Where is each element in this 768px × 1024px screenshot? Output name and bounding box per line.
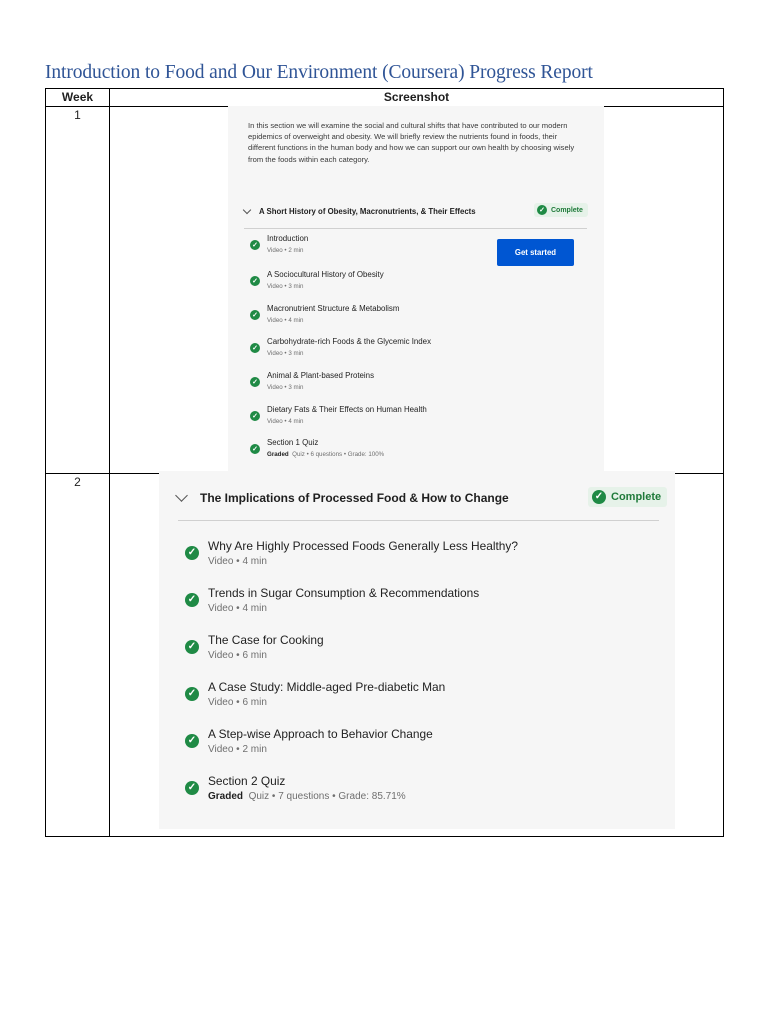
item-title: Dietary Fats & Their Effects on Human Health — [267, 405, 427, 414]
item-meta: Video • 4 min — [267, 317, 304, 324]
complete-badge — [588, 487, 667, 507]
screenshot-header: Screenshot — [110, 89, 724, 107]
module-title: A Short History of Obesity, Macronutrients, & Their Effects — [259, 207, 476, 216]
item-meta: Video • 3 min — [267, 350, 304, 357]
week1-screenshot — [228, 106, 604, 490]
check-circle-icon: ✓ — [250, 240, 260, 250]
check-circle-icon: ✓ — [250, 310, 260, 320]
week-number: 1 — [46, 107, 110, 474]
item-meta: Video • 2 min — [208, 744, 267, 755]
item-title: Section 1 Quiz — [267, 438, 319, 447]
table-row — [46, 474, 724, 837]
item-title: Trends in Sugar Consumption & Recommendations — [208, 586, 480, 600]
screenshot-cell — [110, 474, 724, 837]
check-circle-icon: ✓ — [185, 593, 199, 607]
check-circle-icon: ✓ — [185, 687, 199, 701]
check-circle-icon: ✓ — [185, 546, 199, 560]
check-circle-icon: ✓ — [250, 444, 260, 454]
week-header: Week — [46, 89, 110, 107]
check-circle-icon: ✓ — [592, 490, 606, 504]
check-circle-icon: ✓ — [185, 734, 199, 748]
item-meta — [267, 451, 384, 458]
item-title: Why Are Highly Processed Foods Generally Less Healthy? — [208, 539, 518, 553]
item-meta: Video • 4 min — [208, 603, 267, 614]
chevron-down-icon[interactable] — [243, 206, 251, 214]
item-meta — [208, 791, 406, 802]
item-title: Section 2 Quiz — [208, 774, 286, 788]
item-title: A Sociocultural History of Obesity — [267, 270, 384, 279]
check-circle-icon: ✓ — [185, 781, 199, 795]
progress-table — [45, 88, 724, 837]
check-circle-icon: ✓ — [250, 377, 260, 387]
table-row — [46, 107, 724, 474]
module-title: The Implications of Processed Food & How to Change — [200, 491, 509, 505]
item-title: The Case for Cooking — [208, 633, 324, 647]
module-header[interactable] — [244, 207, 476, 216]
check-circle-icon: ✓ — [250, 411, 260, 421]
report-title: Introduction to Food and Our Environment (Coursera) Progress Report — [45, 62, 593, 83]
complete-badge-label: Complete — [611, 491, 662, 503]
item-title: A Case Study: Middle-aged Pre-diabetic Man — [208, 680, 446, 694]
divider — [178, 520, 659, 521]
week-number: 2 — [46, 474, 110, 837]
get-started-button[interactable]: Get started — [497, 239, 574, 266]
chevron-down-icon[interactable] — [175, 489, 188, 502]
complete-badge-label: Complete — [551, 206, 583, 214]
item-meta-text: Quiz • 6 questions • Grade: 100% — [292, 451, 385, 458]
item-meta: Video • 4 min — [208, 556, 267, 567]
item-meta-text: Quiz • 7 questions • Grade: 85.71% — [248, 791, 406, 802]
item-title: Macronutrient Structure & Metabolism — [267, 304, 400, 313]
module-header[interactable] — [177, 491, 509, 505]
section-description: In this section we will examine the social and cultural shifts that have contributed to our modern epidemics of overweight and obesity. We will briefly review the nutrients found in foods, their different functions in the human body and how we can support our own health by choosing wisely from the foods within each category. — [248, 121, 575, 164]
item-meta: Video • 6 min — [208, 650, 267, 661]
item-title: Introduction — [267, 234, 309, 243]
check-circle-icon: ✓ — [537, 205, 547, 215]
item-title: A Step-wise Approach to Behavior Change — [208, 727, 433, 741]
item-meta: Video • 6 min — [208, 697, 267, 708]
graded-label: Graded — [208, 791, 244, 802]
complete-badge — [534, 203, 588, 217]
item-title: Animal & Plant-based Proteins — [267, 371, 375, 380]
table-header-row — [46, 89, 724, 107]
item-title: Carbohydrate-rich Foods & the Glycemic Index — [267, 337, 432, 346]
check-circle-icon: ✓ — [185, 640, 199, 654]
screenshot-cell — [110, 107, 724, 474]
divider — [244, 228, 587, 229]
item-meta: Video • 2 min — [267, 247, 304, 254]
week2-screenshot — [159, 471, 675, 829]
item-meta: Video • 3 min — [267, 283, 304, 290]
item-meta: Video • 3 min — [267, 384, 304, 391]
check-circle-icon: ✓ — [250, 343, 260, 353]
graded-label: Graded — [267, 451, 289, 458]
item-meta: Video • 4 min — [267, 418, 304, 425]
check-circle-icon: ✓ — [250, 276, 260, 286]
